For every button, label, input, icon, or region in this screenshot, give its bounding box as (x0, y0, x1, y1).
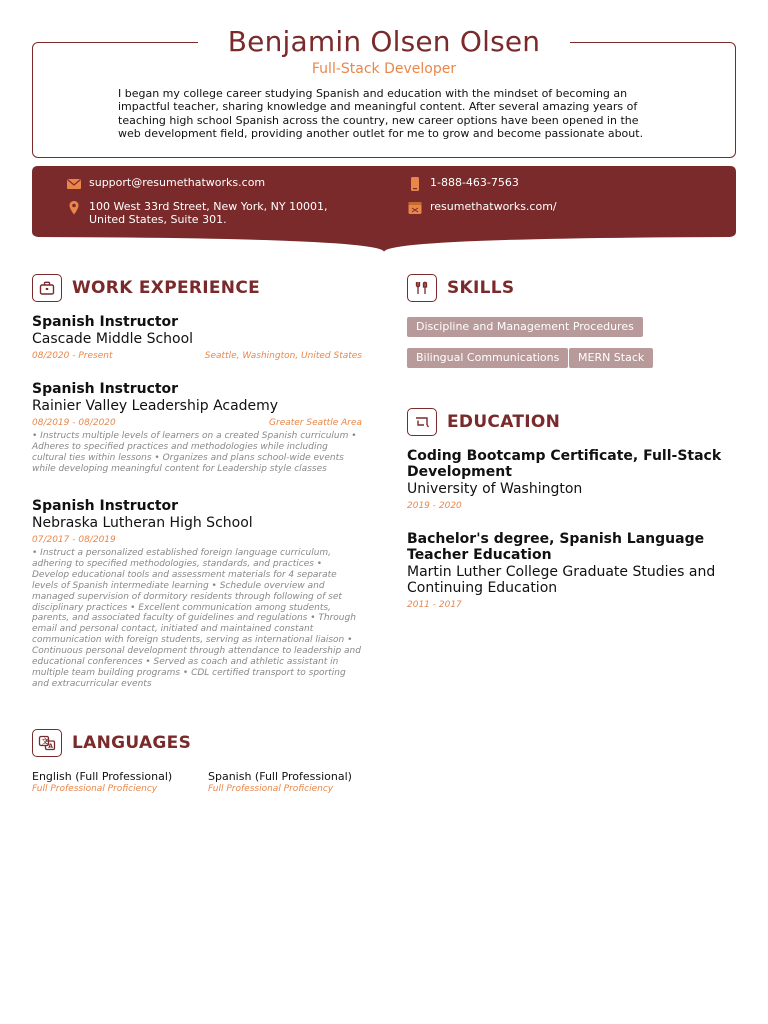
section-title: WORK EXPERIENCE (72, 278, 261, 298)
job-entry (32, 314, 362, 362)
address-line-1: 100 West 33rd Street, New York, NY 10001, (89, 200, 328, 213)
job-company: Rainier Valley Leadership Academy (32, 398, 279, 414)
education-entry (407, 531, 737, 610)
job-dates: 08/2020 - Present (32, 351, 113, 361)
translate-icon (32, 729, 62, 757)
skill-tag: Discipline and Management Procedures (407, 317, 643, 337)
edu-school: University of Washington (407, 481, 583, 497)
svg-text:A: A (48, 743, 53, 750)
job-location: Seattle, Washington, United States (204, 351, 362, 361)
job-location: Greater Seattle Area (269, 418, 362, 428)
candidate-name: Benjamin Olsen Olsen (227, 25, 541, 58)
candidate-title: Full-Stack Developer (311, 61, 457, 77)
job-meta (32, 351, 362, 362)
phone-text: 1-888-463-7563 (430, 176, 519, 189)
edu-degree: Coding Bootcamp Certificate, Full-Stack Development (407, 448, 722, 480)
education-entry (407, 448, 737, 511)
location-pin-icon (66, 200, 82, 216)
edu-degree: Bachelor's degree, Spanish Language Teacher Education (407, 531, 705, 563)
job-meta (32, 418, 362, 429)
phone-icon (407, 176, 423, 192)
skill-tag: MERN Stack (569, 348, 653, 368)
contact-email[interactable] (66, 176, 265, 192)
edu-dates: 2019 - 2020 (407, 501, 462, 511)
job-title: Spanish Instructor (32, 498, 179, 514)
language-name: English (Full Professional) (32, 770, 173, 783)
address-line-2: United States, Suite 301. (89, 213, 227, 226)
tools-icon (407, 274, 437, 302)
job-description: • Instructs multiple levels of learners on a created Spanish curriculum • Adheres to specified practices and methodologies while including cultural ties within lessons • Organizes and plans school-wide events while developing meaningful content for Leadership style classes (32, 431, 357, 474)
svg-text:文: 文 (41, 737, 49, 746)
contact-website[interactable] (407, 200, 557, 216)
language-entry (32, 770, 172, 795)
skills-heading (407, 274, 514, 302)
job-title: Spanish Instructor (32, 381, 179, 397)
job-entry (32, 498, 362, 690)
language-name: Spanish (Full Professional) (208, 770, 352, 783)
section-title: LANGUAGES (72, 733, 192, 753)
envelope-icon (66, 176, 82, 192)
name-wrap (198, 22, 570, 62)
job-meta (32, 535, 362, 546)
edu-school: Martin Luther College Graduate Studies and Continuing Education (407, 564, 716, 596)
job-title: Spanish Instructor (32, 314, 179, 330)
contact-band (32, 166, 736, 252)
website-icon (407, 200, 423, 216)
skill-tag: Bilingual Communications (407, 348, 568, 368)
work-experience-heading (32, 274, 260, 302)
section-title: EDUCATION (447, 412, 561, 432)
language-level: Full Professional Proficiency (32, 784, 158, 794)
briefcase-icon (32, 274, 62, 302)
job-description: • Instruct a personalized established foreign language curriculum, adhering to specified methodologies, standards, and practices • Develop educational tools and assessment materials for 4 separate levels of Spanish intermediate learning • Schedule overview and managed supervision of dormitory residents through following of set disciplinary practices • Excellent communication among students, parents, and associated faculty of guidelines and regulations • Through email and personal contact, initiated and maintained constant communication with foreign students, serving as international liaison • Continuous personal development through attendance to leadership and educational conferences • Served as coach and athletic assistant in multiple team building programs • CDL certified transport to sporting and extracurricular events (32, 548, 361, 689)
job-dates: 07/2017 - 08/2019 (32, 535, 116, 545)
job-company: Cascade Middle School (32, 331, 194, 347)
job-company: Nebraska Lutheran High School (32, 515, 253, 531)
job-entry (32, 381, 362, 475)
summary-text: I began my college career studying Spanish and education with the mindset of becoming an impactful teacher, sharing knowledge and meaningful content. After several amazing years of teaching high school Spanish across the country, new career options have been opened in the web development field, providing another outlet for me to grow and become passionate about. (118, 87, 644, 141)
contact-phone[interactable] (407, 176, 519, 192)
education-heading (407, 408, 560, 436)
languages-heading (32, 729, 191, 757)
edu-dates: 2011 - 2017 (407, 600, 462, 610)
language-entry (208, 770, 352, 795)
website-text: resumethatworks.com/ (430, 200, 557, 213)
job-dates: 08/2019 - 08/2020 (32, 418, 116, 428)
language-level: Full Professional Proficiency (208, 784, 334, 794)
graduation-cap-icon (407, 408, 437, 436)
contact-address (66, 200, 328, 226)
email-text: support@resumethatworks.com (89, 176, 266, 189)
section-title: SKILLS (447, 278, 515, 298)
